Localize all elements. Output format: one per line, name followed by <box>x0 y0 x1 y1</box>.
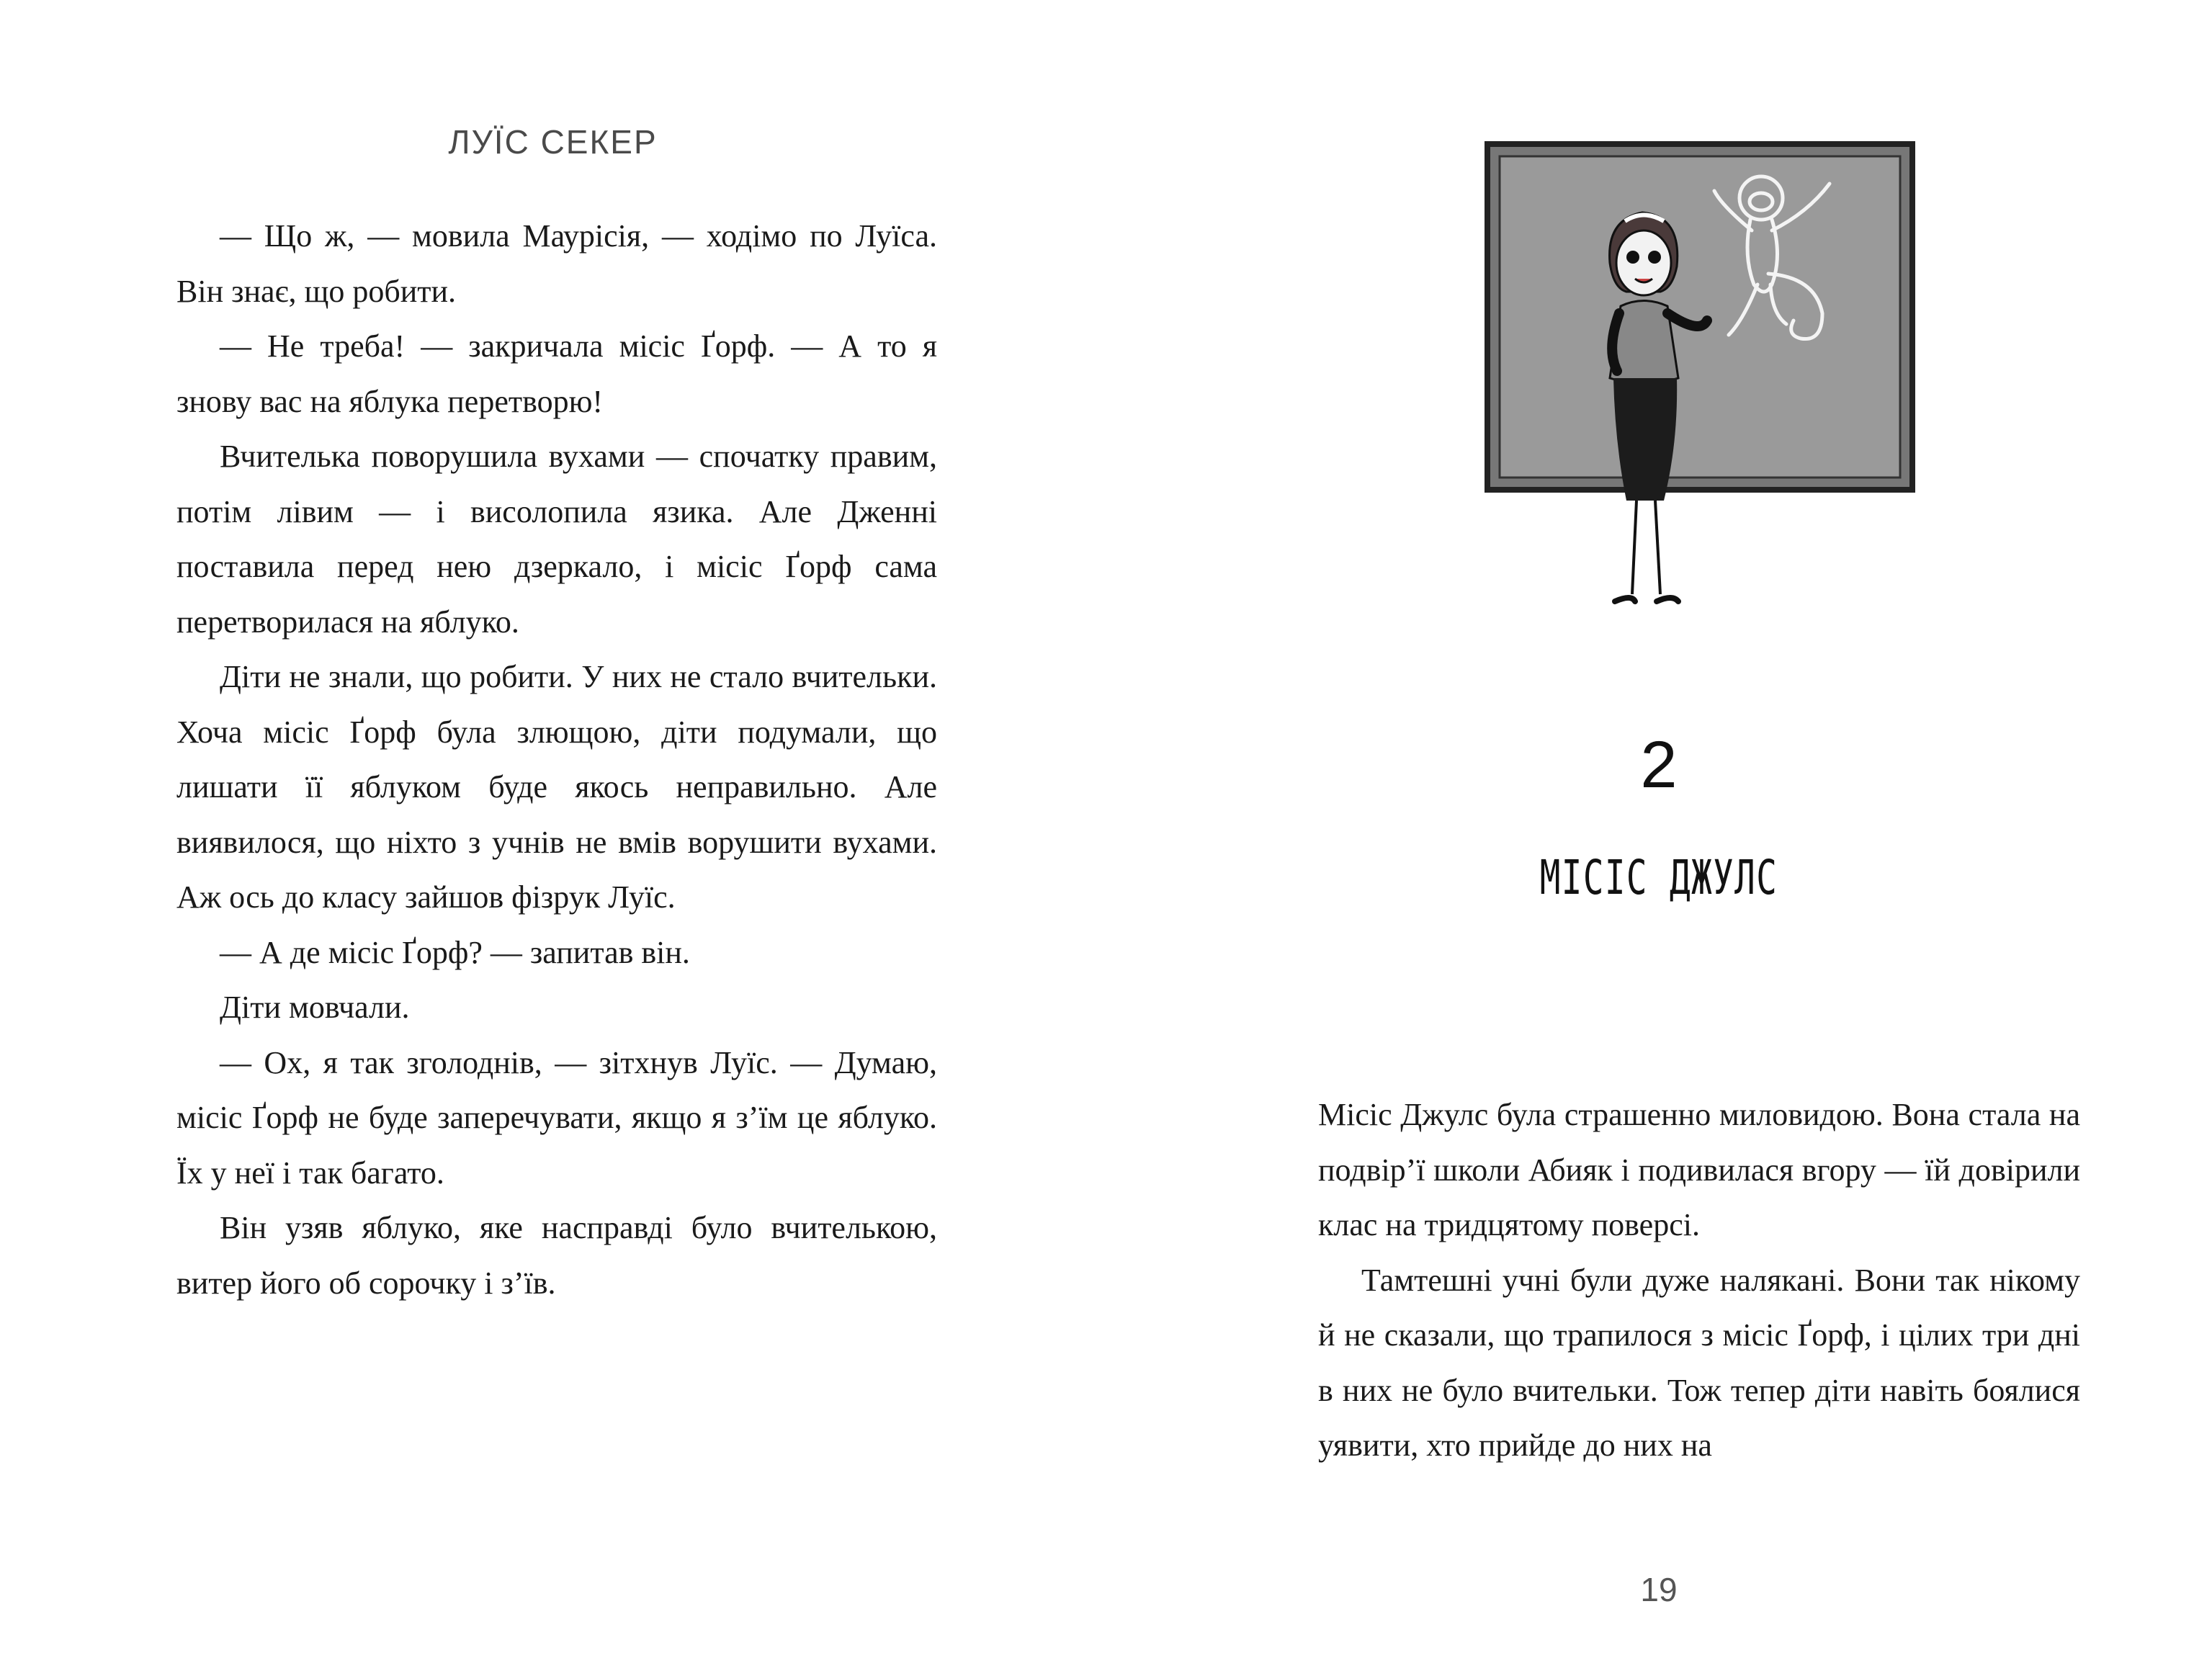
chapter-number: 2 <box>1640 728 1678 802</box>
running-head: ЛУЇС СЕКЕР <box>448 123 658 161</box>
right-body-text <box>1318 1088 2080 1474</box>
paragraph: — Що ж, — мовила Маурісія, — ходімо по Луїса. Він знає, що робити. <box>176 218 937 309</box>
paragraph: Діти не знали, що робити. У них не стало вчительки. Хоча місіс Ґорф була злющою, діти подумали, що лишати її яблуком буде якось неправильно. Але виявилося, що ніхто з учнів не вмів ворушити вухами. Аж ось до класу зайшов фізрук Луїс. <box>176 659 937 915</box>
chapter-illustration <box>1484 140 1916 659</box>
paragraph: — А де місіс Ґорф? — запитав він. <box>220 934 690 970</box>
paragraph: Тамтешні учні були дуже налякані. Вони так нікому й не сказали, що трапилося з місіс Ґорф, і цілих три дні в них не було вчительки. Тож тепер діти навіть боялися уявити, хто прийде до них на <box>1318 1262 2080 1463</box>
paragraph: — Ох, я так зголоднів, — зітхнув Луїс. — Думаю, місіс Ґорф не буде заперечувати, якщо я з’їм це яблуко. Їх у неї і так багато. <box>176 1044 937 1191</box>
chapter-title: МІСІС ДЖУЛС <box>1539 850 1778 905</box>
chalkboard-surface <box>1500 156 1900 478</box>
paragraph: Місіс Джулс була страшенно миловидою. Вона стала на подвір’ї школи Абияк і подивилася вгору — їй довірили клас на тридцятому поверсі. <box>1318 1097 2080 1242</box>
paragraph: Вчителька поворушила вухами — спочатку правим, потім лівим — і висолопила язика. Але Дженні поставила перед нею дзеркало, і місіс Ґорф сама перетворилася на яблуко. <box>176 439 937 640</box>
left-body-text <box>176 209 937 1311</box>
paragraph: — Не треба! — закричала місіс Ґорф. — А то я знову вас на яблука перетворю! <box>176 328 937 419</box>
paragraph: Діти мовчали. <box>220 990 410 1025</box>
page-number: 19 <box>1640 1571 1678 1608</box>
paragraph: Він узяв яблуко, яке насправді було вчителькою, витер його об сорочку і з’їв. <box>176 1210 937 1301</box>
